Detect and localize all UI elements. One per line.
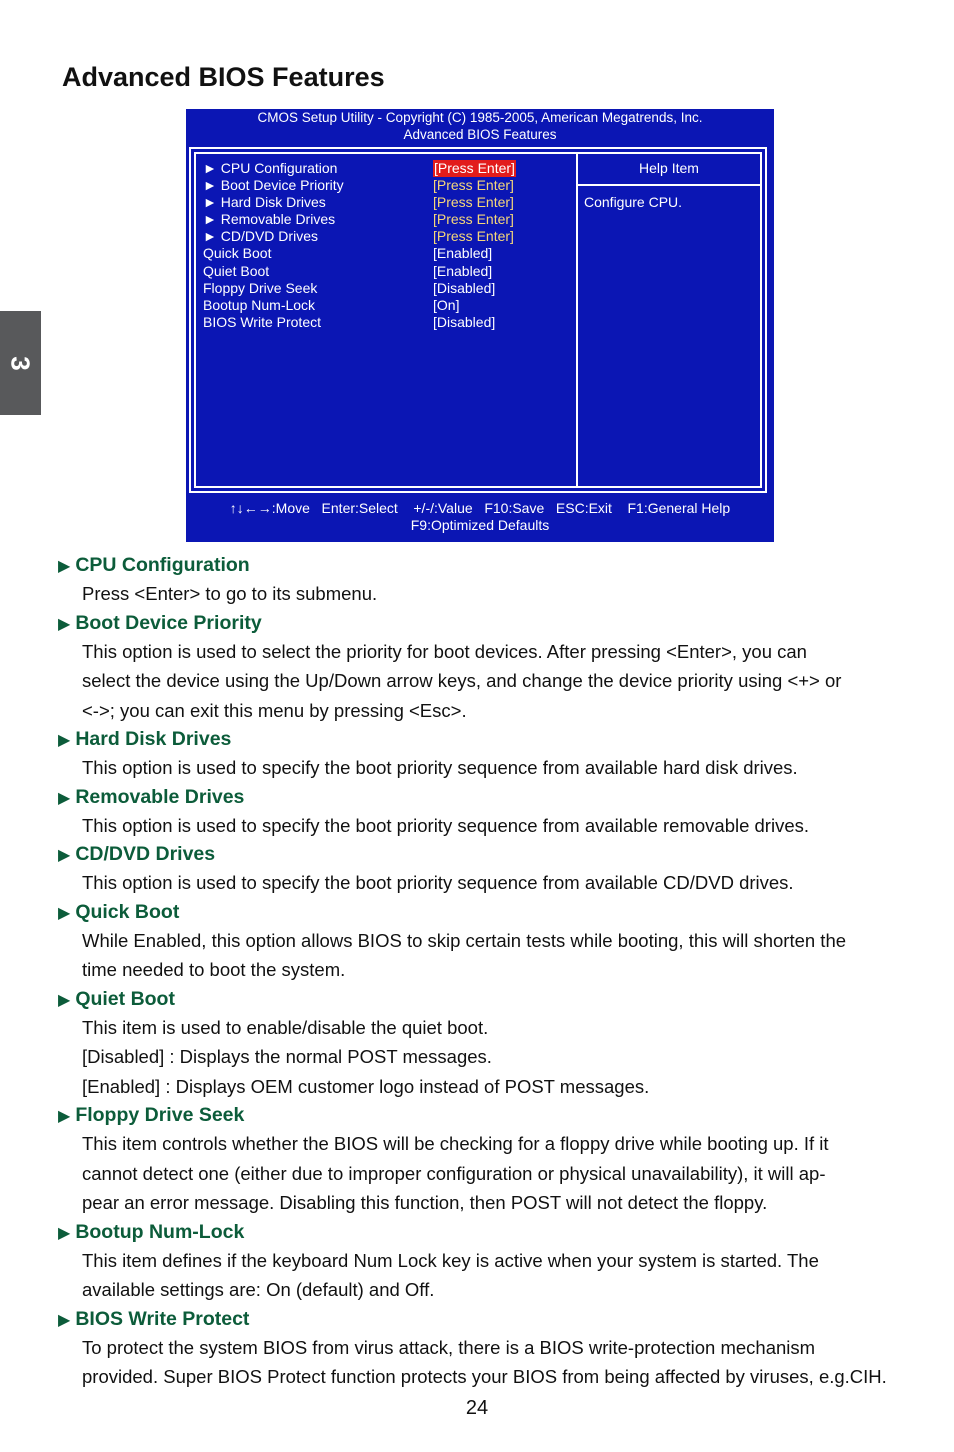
bios-menu-row[interactable] — [203, 245, 516, 262]
item-description — [82, 753, 898, 783]
item-heading — [58, 725, 898, 753]
triangle-bullet-icon: ▶ — [58, 991, 71, 1009]
bios-footer — [186, 500, 774, 534]
bios-menu-label: Quiet Boot — [203, 262, 270, 279]
bios-menu-row[interactable] — [203, 211, 516, 228]
item-title: CD/DVD Drives — [75, 843, 216, 865]
item-description — [82, 1246, 898, 1305]
bios-menu-label: ► CPU Configuration — [203, 160, 338, 176]
item-heading — [58, 840, 898, 868]
triangle-bullet-icon: ▶ — [58, 1311, 71, 1329]
bios-menu-value: [Press Enter] — [433, 211, 514, 228]
triangle-bullet-icon: ▶ — [58, 1108, 71, 1125]
bios-panel-divider — [576, 154, 578, 486]
item-description-line: While Enabled, this option allows BIOS to skip certain tests while booting, this will shorten the — [82, 929, 847, 951]
item-description-line: [Disabled] : Displays the normal POST messages. — [82, 1046, 492, 1067]
item-description-line: available settings are: On (default) and Off. — [82, 1279, 435, 1300]
item-heading — [58, 551, 898, 579]
bios-menu-label: ► CD/DVD Drives — [203, 228, 318, 245]
bios-menu-row[interactable] — [203, 160, 516, 177]
bios-menu-value: [Disabled] — [433, 313, 496, 330]
chapter-number: 3 — [6, 355, 36, 371]
bios-header-title: Advanced BIOS Features — [403, 127, 557, 142]
item-heading — [58, 898, 898, 926]
bios-menu-value: [Press Enter] — [433, 177, 514, 194]
bios-menu-label: BIOS Write Protect — [203, 313, 321, 330]
item-description-line: Press <Enter> to go to its submenu. — [82, 583, 378, 604]
item-title: Bootup Num-Lock — [75, 1220, 245, 1243]
bios-footer-keys: ↑↓←→:Move Enter:Select +/-/:Value F10:Save ESC:Exit F1:General Help — [229, 500, 731, 516]
bios-main-frame — [189, 147, 767, 493]
bios-menu-value: [Press Enter] — [434, 160, 515, 176]
item-description-line: This option is used to specify the boot priority sequence from available removable drives. — [82, 814, 810, 836]
bios-menu-row[interactable] — [203, 194, 516, 211]
help-item-text: Configure CPU. — [584, 194, 683, 210]
item-title: Floppy Drive Seek — [75, 1104, 245, 1126]
item-heading — [58, 1305, 898, 1333]
help-title-divider — [578, 184, 760, 186]
bios-menu-label: ► Removable Drives — [203, 211, 336, 228]
item-title: BIOS Write Protect — [75, 1307, 250, 1330]
item-description — [82, 868, 898, 898]
item-description-line: pear an error message. Disabling this function, then POST will not detect the floppy. — [82, 1192, 768, 1213]
bios-menu-value: [Press Enter] — [433, 228, 514, 245]
item-description — [82, 637, 898, 726]
item-description-line: select the device using the Up/Down arrow keys, and change the device priority using <+> or — [82, 670, 842, 691]
item-description-line: provided. Super BIOS Protect function protects your BIOS from being affected by viruses, e.g.CIH. — [82, 1366, 887, 1387]
item-description-line: This option is used to specify the boot priority sequence from available CD/DVD drives. — [82, 872, 794, 893]
item-description — [82, 926, 898, 985]
item-heading — [58, 1218, 898, 1246]
help-item-title: Help Item — [639, 160, 699, 176]
item-description-line: cannot detect one (either due to improper configuration or physical unavailability), it will ap- — [82, 1162, 826, 1184]
bios-menu-row[interactable] — [203, 297, 516, 314]
bios-header — [186, 109, 774, 143]
bios-menu-value: [Enabled] — [433, 245, 493, 262]
bios-menu-list — [203, 160, 516, 331]
item-title: CPU Configuration — [75, 554, 250, 576]
item-description — [82, 811, 898, 841]
triangle-bullet-icon: ▶ — [58, 558, 71, 575]
bios-screenshot — [186, 109, 774, 542]
item-description-line: This option is used to specify the boot priority sequence from available hard disk drives. — [82, 757, 798, 778]
bios-menu-label: Bootup Num-Lock — [203, 296, 316, 313]
item-description-line: This option is used to select the priority for boot devices. After pressing <Enter>, you can — [82, 640, 807, 662]
chapter-tab — [0, 311, 41, 415]
item-heading — [58, 609, 898, 637]
item-description — [82, 1333, 898, 1392]
bios-menu-value: [On] — [433, 296, 460, 313]
item-description-line: [Enabled] : Displays OEM customer logo instead of POST messages. — [82, 1075, 650, 1097]
bios-menu-label: Floppy Drive Seek — [203, 279, 318, 296]
bios-menu-label: ► Hard Disk Drives — [203, 194, 326, 211]
bios-main-inner-frame — [194, 152, 762, 488]
item-heading — [58, 783, 898, 811]
page-title: Advanced BIOS Features — [62, 62, 385, 92]
item-description-line: To protect the system BIOS from virus attack, there is a BIOS write-protection mechanism — [82, 1336, 816, 1358]
item-description-line: This item controls whether the BIOS will be checking for a floppy drive while booting up. If it — [82, 1133, 829, 1154]
item-description — [82, 1013, 898, 1102]
item-heading — [58, 1101, 898, 1129]
triangle-bullet-icon: ▶ — [58, 732, 71, 749]
item-description-line: This item defines if the keyboard Num Lock key is active when your system is started. The — [82, 1249, 819, 1271]
bios-menu-label: ► Boot Device Priority — [203, 177, 344, 194]
item-description-line: <->; you can exit this menu by pressing <Esc>. — [82, 699, 467, 721]
bios-menu-row[interactable] — [203, 280, 516, 297]
bios-menu-row[interactable] — [203, 263, 516, 280]
item-description-line: This item is used to enable/disable the quiet boot. — [82, 1016, 489, 1038]
item-description — [82, 579, 898, 609]
bios-footer-defaults: F9:Optimized Defaults — [410, 517, 550, 533]
triangle-bullet-icon: ▶ — [58, 789, 71, 807]
item-description-line: time needed to boot the system. — [82, 959, 346, 980]
item-heading — [58, 985, 898, 1013]
bios-menu-row[interactable] — [203, 177, 516, 194]
item-description — [82, 1129, 898, 1218]
triangle-bullet-icon: ▶ — [58, 847, 71, 864]
bios-header-copyright: CMOS Setup Utility - Copyright (C) 1985-2005, American Megatrends, Inc. — [257, 110, 703, 125]
item-title: Boot Device Priority — [75, 611, 262, 634]
triangle-bullet-icon: ▶ — [58, 1224, 71, 1242]
item-title: Quick Boot — [75, 900, 180, 923]
triangle-bullet-icon: ▶ — [58, 615, 71, 633]
item-descriptions — [58, 551, 898, 1392]
bios-menu-value: [Disabled] — [433, 279, 496, 296]
item-title: Hard Disk Drives — [75, 728, 232, 750]
bios-menu-row[interactable] — [203, 228, 516, 245]
item-title: Removable Drives — [75, 785, 245, 808]
bios-menu-row[interactable] — [203, 314, 516, 331]
bios-menu-value: [Press Enter] — [433, 194, 514, 211]
bios-menu-label: Quick Boot — [203, 245, 272, 262]
triangle-bullet-icon: ▶ — [58, 904, 71, 922]
bios-menu-value: [Enabled] — [433, 262, 493, 279]
item-title: Quiet Boot — [75, 987, 175, 1010]
page-number: 24 — [465, 1397, 489, 1419]
